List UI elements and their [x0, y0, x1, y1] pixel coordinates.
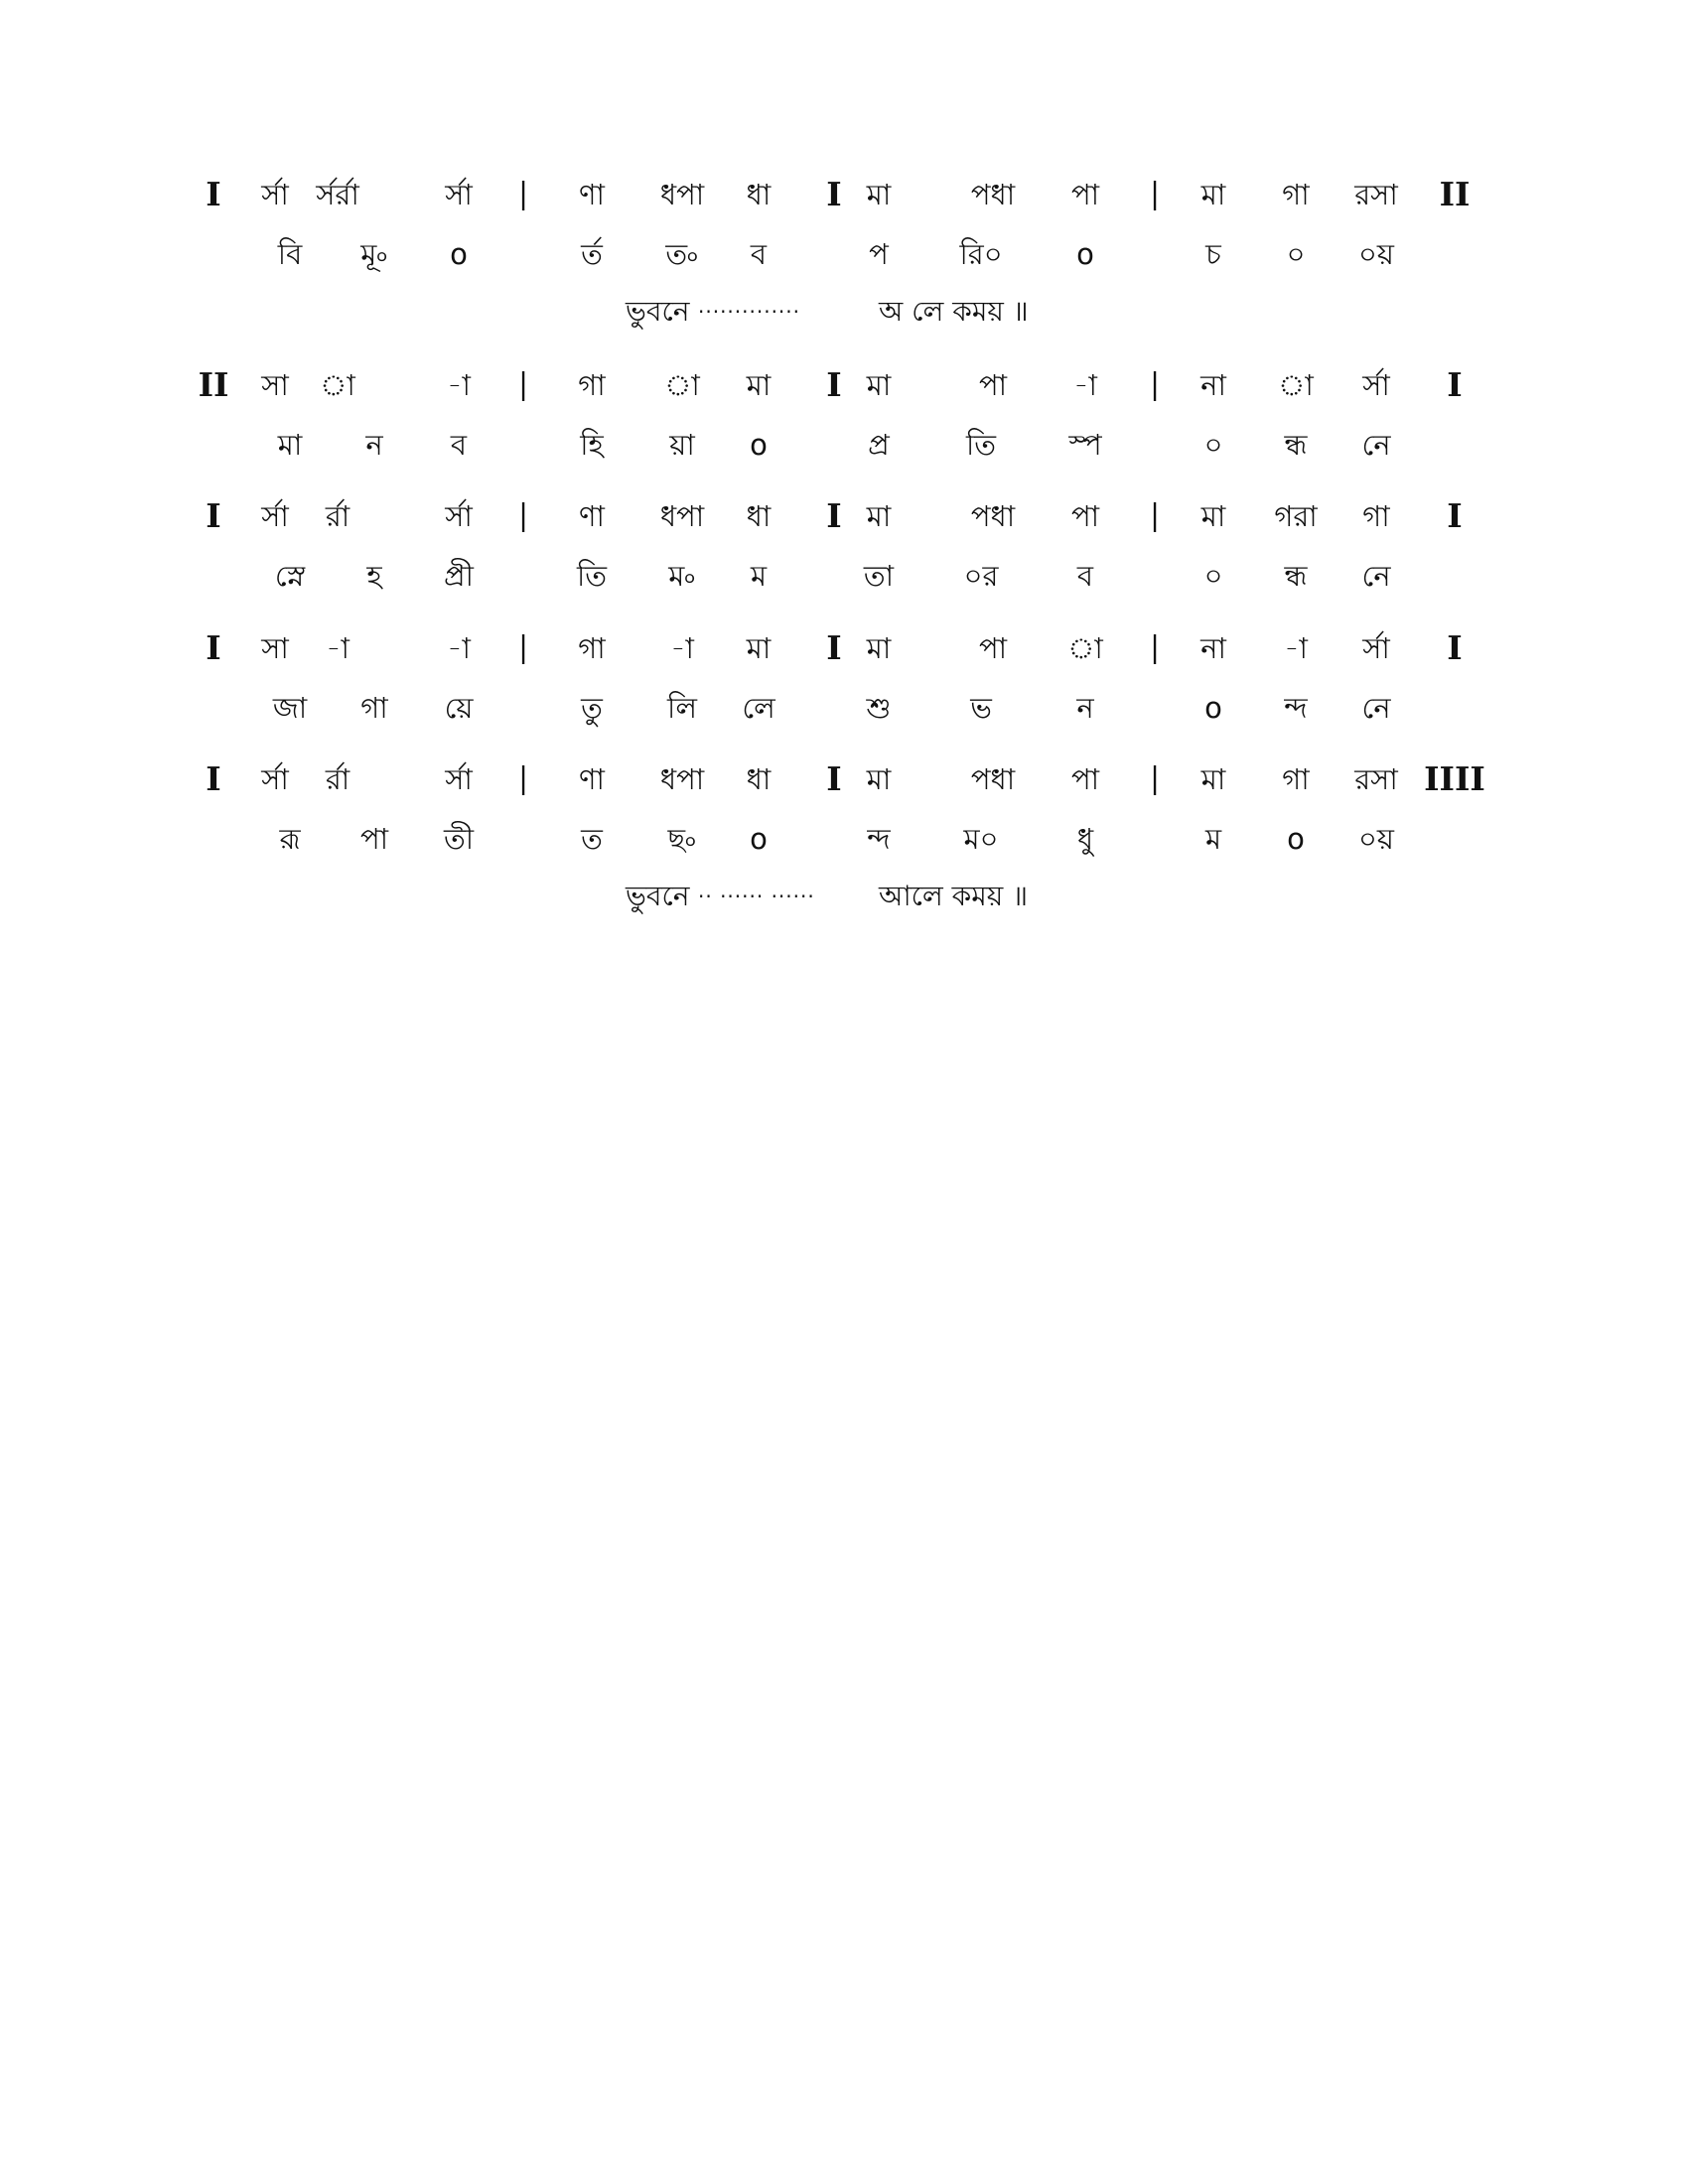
note-cell: মা: [1200, 178, 1226, 211]
lyric-row: [0, 684, 1688, 732]
note-cell: পা: [978, 631, 1008, 665]
lyric-cell: স্নে: [274, 559, 306, 593]
note-cell: পধা: [970, 178, 1016, 211]
lyric-cell: ০: [1203, 559, 1223, 593]
refrain-start: ভুবনে: [626, 880, 690, 912]
note-cell: -া: [1073, 368, 1097, 402]
note-row: [0, 755, 1688, 803]
lyric-cell: মূ৹: [360, 237, 388, 271]
lyric-cell: o: [750, 428, 768, 462]
note-row: [0, 361, 1688, 409]
lyric-cell: ন: [1076, 691, 1094, 725]
bar-line: |: [1149, 177, 1161, 211]
note-cell: র্সর্রা: [316, 178, 359, 211]
lyric-cell: নে: [1361, 428, 1391, 462]
note-cell: গা: [578, 631, 606, 665]
note-cell: পা: [1070, 762, 1100, 796]
note-cell: রসা: [1354, 762, 1398, 796]
lyric-cell: শু: [866, 691, 892, 725]
closing-bar-line: IIII: [1424, 759, 1485, 798]
lyric-cell: ছ৹: [667, 822, 697, 856]
lyric-cell: ন্ধ: [1284, 428, 1308, 462]
refrain-line: [0, 288, 1688, 336]
note-cell: মা: [866, 368, 892, 402]
lyric-cell: প: [869, 237, 889, 271]
lyric-cell: ০য়: [1358, 822, 1394, 856]
refrain-end: অ লে কময় ॥: [879, 295, 1029, 328]
note-cell: ধপা: [659, 178, 705, 211]
opening-bar-line: I: [206, 496, 221, 535]
note-row: [0, 492, 1688, 540]
note-cell: ধপা: [659, 499, 705, 533]
note-cell: মা: [746, 631, 772, 665]
bar-line: |: [1149, 761, 1161, 796]
lyric-cell: রূ: [279, 822, 301, 856]
refrain-end: আলে কময় ॥: [879, 880, 1029, 912]
lyric-cell: ভ: [970, 691, 992, 725]
note-cell: ধা: [746, 762, 772, 796]
lyric-cell: ব: [450, 428, 468, 462]
lyric-row: [0, 421, 1688, 469]
lyric-cell: ০র: [963, 559, 999, 593]
note-cell: পা: [1070, 499, 1100, 533]
refrain-line: [0, 873, 1688, 920]
note-cell: মা: [866, 762, 892, 796]
note-cell: -া: [670, 631, 694, 665]
note-cell: না: [1200, 368, 1226, 402]
note-cell: মা: [746, 368, 772, 402]
lyric-cell: ম৹: [668, 559, 696, 593]
note-cell: রসা: [1354, 178, 1398, 211]
lyric-cell: ন্দ: [867, 822, 891, 856]
lyric-cell: ব: [1076, 559, 1094, 593]
lyric-cell: লি: [667, 691, 697, 725]
lyric-cell: য়ে: [444, 691, 474, 725]
lyric-cell: গা: [360, 691, 388, 725]
lyric-cell: চ: [1205, 237, 1221, 271]
lyric-cell: o: [450, 237, 468, 271]
note-cell: সা: [261, 368, 289, 402]
note-cell: র্রা: [325, 762, 351, 796]
note-cell: র্সা: [445, 762, 473, 796]
note-row: [0, 171, 1688, 218]
refrain-start: ভুবনে: [626, 295, 690, 328]
bar-line: I: [826, 365, 842, 404]
note-cell: ণা: [579, 499, 605, 533]
lyric-cell: ন্দ: [1284, 691, 1308, 725]
note-cell: -া: [326, 631, 350, 665]
note-cell: পা: [978, 368, 1008, 402]
lyric-cell: ম: [750, 559, 768, 593]
lyric-cell: ধু: [1076, 822, 1094, 856]
lyric-cell: তি: [576, 559, 608, 593]
lyric-cell: ন্ধ: [1284, 559, 1308, 593]
refrain-dots: ·· ······ ······: [698, 885, 815, 908]
note-cell: ণা: [579, 178, 605, 211]
lyric-cell: ম০: [963, 822, 999, 856]
lyric-cell: পা: [359, 822, 389, 856]
lyric-cell: প্র: [868, 428, 890, 462]
bar-line: |: [517, 367, 529, 402]
lyric-cell: লে: [742, 691, 775, 725]
lyric-cell: বি: [277, 237, 303, 271]
lyric-cell: o: [1076, 237, 1094, 271]
note-cell: া: [664, 368, 700, 402]
lyric-cell: মা: [277, 428, 303, 462]
opening-bar-line: I: [206, 628, 221, 667]
lyric-row: [0, 552, 1688, 600]
note-cell: র্সা: [261, 178, 289, 211]
bar-line: |: [517, 761, 529, 796]
lyric-cell: প্রী: [444, 559, 474, 593]
lyric-cell: o: [1204, 691, 1222, 725]
lyric-cell: নে: [1361, 559, 1391, 593]
closing-bar-line: I: [1447, 628, 1463, 667]
note-cell: পা: [1070, 178, 1100, 211]
note-cell: না: [1200, 631, 1226, 665]
lyric-cell: র্ত: [581, 237, 603, 271]
note-cell: র্সা: [1362, 368, 1390, 402]
note-cell: া: [1278, 368, 1314, 402]
note-cell: র্সা: [445, 178, 473, 211]
closing-bar-line: I: [1447, 365, 1463, 404]
note-cell: মা: [1200, 762, 1226, 796]
lyric-row: [0, 230, 1688, 278]
note-cell: মা: [866, 631, 892, 665]
lyric-cell: ন: [365, 428, 383, 462]
note-cell: গরা: [1274, 499, 1318, 533]
note-cell: ধা: [746, 178, 772, 211]
note-cell: র্সা: [445, 499, 473, 533]
lyric-cell: ত: [581, 822, 603, 856]
note-cell: সা: [261, 631, 289, 665]
bar-line: |: [517, 177, 529, 211]
bar-line: I: [826, 628, 842, 667]
lyric-cell: তী: [443, 822, 475, 856]
note-cell: র্রা: [325, 499, 351, 533]
note-cell: র্সা: [261, 762, 289, 796]
lyric-cell: তা: [863, 559, 895, 593]
lyric-cell: ব: [750, 237, 768, 271]
note-cell: -া: [1284, 631, 1308, 665]
lyric-cell: জা: [272, 691, 308, 725]
bar-line: I: [826, 496, 842, 535]
note-row: [0, 624, 1688, 672]
bar-line: |: [1149, 630, 1161, 665]
bar-line: |: [1149, 367, 1161, 402]
note-cell: গা: [1282, 762, 1310, 796]
lyric-cell: ০: [1286, 237, 1306, 271]
lyric-cell: রি০: [959, 237, 1003, 271]
note-cell: গা: [1282, 178, 1310, 211]
bar-line: |: [517, 630, 529, 665]
note-cell: র্সা: [261, 499, 289, 533]
bar-line: |: [517, 498, 529, 533]
opening-bar-line: I: [206, 175, 221, 213]
lyric-cell: ত৹: [665, 237, 699, 271]
lyric-cell: ০: [1203, 428, 1223, 462]
note-cell: পধা: [970, 762, 1016, 796]
lyric-cell: হ: [366, 559, 382, 593]
note-cell: গা: [1362, 499, 1390, 533]
bar-line: |: [1149, 498, 1161, 533]
closing-bar-line: I: [1447, 496, 1463, 535]
lyric-cell: তু: [581, 691, 603, 725]
note-cell: মা: [866, 178, 892, 211]
note-cell: ধা: [746, 499, 772, 533]
closing-bar-line: II: [1439, 175, 1471, 213]
bar-line: I: [826, 759, 842, 798]
opening-bar-line: II: [198, 365, 229, 404]
lyric-cell: o: [1287, 822, 1305, 856]
refrain-dots: ··············: [698, 300, 801, 324]
lyric-cell: নে: [1361, 691, 1391, 725]
note-cell: র্সা: [1362, 631, 1390, 665]
note-cell: -া: [447, 368, 471, 402]
opening-bar-line: I: [206, 759, 221, 798]
lyric-cell: তি: [965, 428, 997, 462]
note-cell: পধা: [970, 499, 1016, 533]
note-cell: মা: [866, 499, 892, 533]
lyric-cell: ম: [1204, 822, 1222, 856]
lyric-cell: য়া: [669, 428, 695, 462]
note-cell: ধপা: [659, 762, 705, 796]
bar-line: I: [826, 175, 842, 213]
note-cell: -া: [447, 631, 471, 665]
note-cell: া: [1067, 631, 1103, 665]
note-cell: গা: [578, 368, 606, 402]
lyric-row: [0, 815, 1688, 863]
note-cell: ণা: [579, 762, 605, 796]
lyric-cell: ০য়: [1358, 237, 1394, 271]
lyric-cell: o: [750, 822, 768, 856]
note-cell: া: [320, 368, 355, 402]
lyric-cell: স্প: [1068, 428, 1102, 462]
lyric-cell: হি: [580, 428, 604, 462]
note-cell: মা: [1200, 499, 1226, 533]
